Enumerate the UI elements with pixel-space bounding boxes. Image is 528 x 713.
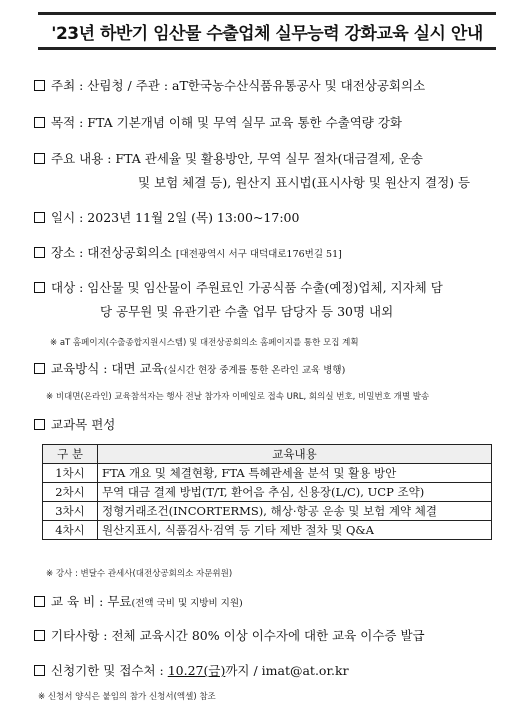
method-note: (실시간 현장 중계를 통한 온라인 교육 병행) — [163, 365, 346, 376]
title-banner — [38, 12, 496, 50]
item-fee: 교 육 비 : 무료(전액 국비 및 지방비 지원) — [34, 594, 243, 612]
item-main-content-cont: 및 보험 체결 등), 원산지 표시법(표시사항 및 원산지 결정) 등 — [138, 175, 471, 190]
table-cell: 정형거래조건(INCORTERMS), 해상·항공 운송 및 보험 계약 체결 — [98, 502, 492, 521]
item-application: 신청기한 및 접수처 : 10.27(금)까지 / imat@at.or.kr — [34, 663, 349, 679]
venue-address: [대전광역시 서구 대덕대로176번길 51] — [175, 249, 342, 260]
contact-email: 까지 / imat@at.or.kr — [225, 663, 349, 678]
table-cell: 2차시 — [43, 483, 98, 502]
table-row — [43, 483, 492, 502]
checkbox-icon — [34, 247, 45, 258]
fee-note: (전액 국비 및 지방비 지원) — [131, 598, 243, 609]
note-instructor: ※ 강사 : 변달수 관세사(대전상공회의소 자문위원) — [46, 569, 233, 579]
table-cell: 무역 대금 결제 방법(T/T, 환어음 추심, 신용장(L/C), UCP 조약) — [98, 483, 492, 502]
checkbox-icon — [34, 596, 45, 607]
table-cell: 4차시 — [43, 521, 98, 540]
table-cell: 원산지표시, 식품검사·검역 등 기타 제반 절차 및 Q&A — [98, 521, 492, 540]
checkbox-icon — [34, 419, 45, 430]
checkbox-icon — [34, 80, 45, 91]
table-cell: 1차시 — [43, 464, 98, 483]
table-header: 구 분 — [43, 445, 98, 464]
checkbox-icon — [34, 665, 45, 676]
table-row — [43, 502, 492, 521]
item-curriculum: 교과목 편성 — [34, 417, 115, 433]
item-venue: 장소 : 대전상공회의소 [대전광역시 서구 대덕대로176번길 51] — [34, 245, 342, 263]
item-purpose: 목적 : FTA 기본개념 이해 및 무역 실무 교육 통한 수출역량 강화 — [34, 115, 402, 131]
note-recruit: ※ aT 홈페이지(수출종합지원시스템) 및 대전상공회의소 홈페이지를 통한 모집 계획 — [50, 338, 359, 348]
checkbox-icon — [34, 282, 45, 293]
item-datetime: 일시 : 2023년 11월 2일 (목) 13:00~17:00 — [34, 210, 299, 226]
checkbox-icon — [34, 153, 45, 164]
deadline-date: 10.27(금) — [167, 663, 226, 678]
checkbox-icon — [34, 117, 45, 128]
note-form: ※ 신청서 양식은 붙임의 참가 신청서(엑셀) 참조 — [38, 692, 216, 702]
item-main-content: 주요 내용 : FTA 관세율 및 활용방안, 무역 실무 절차(대금결제, 운송 — [34, 151, 423, 167]
item-method: 교육방식 : 대면 교육(실시간 현장 중계를 통한 온라인 교육 병행) — [34, 361, 345, 379]
curriculum-table — [42, 444, 492, 540]
table-header-row — [43, 445, 492, 464]
table-header: 교육내용 — [98, 445, 492, 464]
note-online: ※ 비대면(온라인) 교육참석자는 행사 전날 참가자 이메일로 접속 URL, 회의실 번호, 비밀번호 개별 발송 — [46, 392, 430, 402]
item-target: 대상 : 임산물 및 임산물이 주원료인 가공식품 수출(예정)업체, 지자체 담 — [34, 280, 443, 296]
item-misc: 기타사항 : 전체 교육시간 80% 이상 이수자에 대한 교육 이수증 발급 — [34, 628, 425, 644]
checkbox-icon — [34, 363, 45, 374]
item-target-cont: 당 공무원 및 유관기관 수출 업무 담당자 등 30명 내외 — [100, 304, 394, 319]
table-cell: FTA 개요 및 체결현황, FTA 특혜관세율 분석 및 활용 방안 — [98, 464, 492, 483]
table-row — [43, 464, 492, 483]
table-row — [43, 521, 492, 540]
checkbox-icon — [34, 212, 45, 223]
checkbox-icon — [34, 630, 45, 641]
table-cell: 3차시 — [43, 502, 98, 521]
item-host: 주최 : 산림청 / 주관 : aT한국농수산식품유통공사 및 대전상공회의소 — [34, 78, 425, 94]
page-title: '23년 하반기 임산물 수출업체 실무능력 강화교육 실시 안내 — [51, 23, 483, 44]
